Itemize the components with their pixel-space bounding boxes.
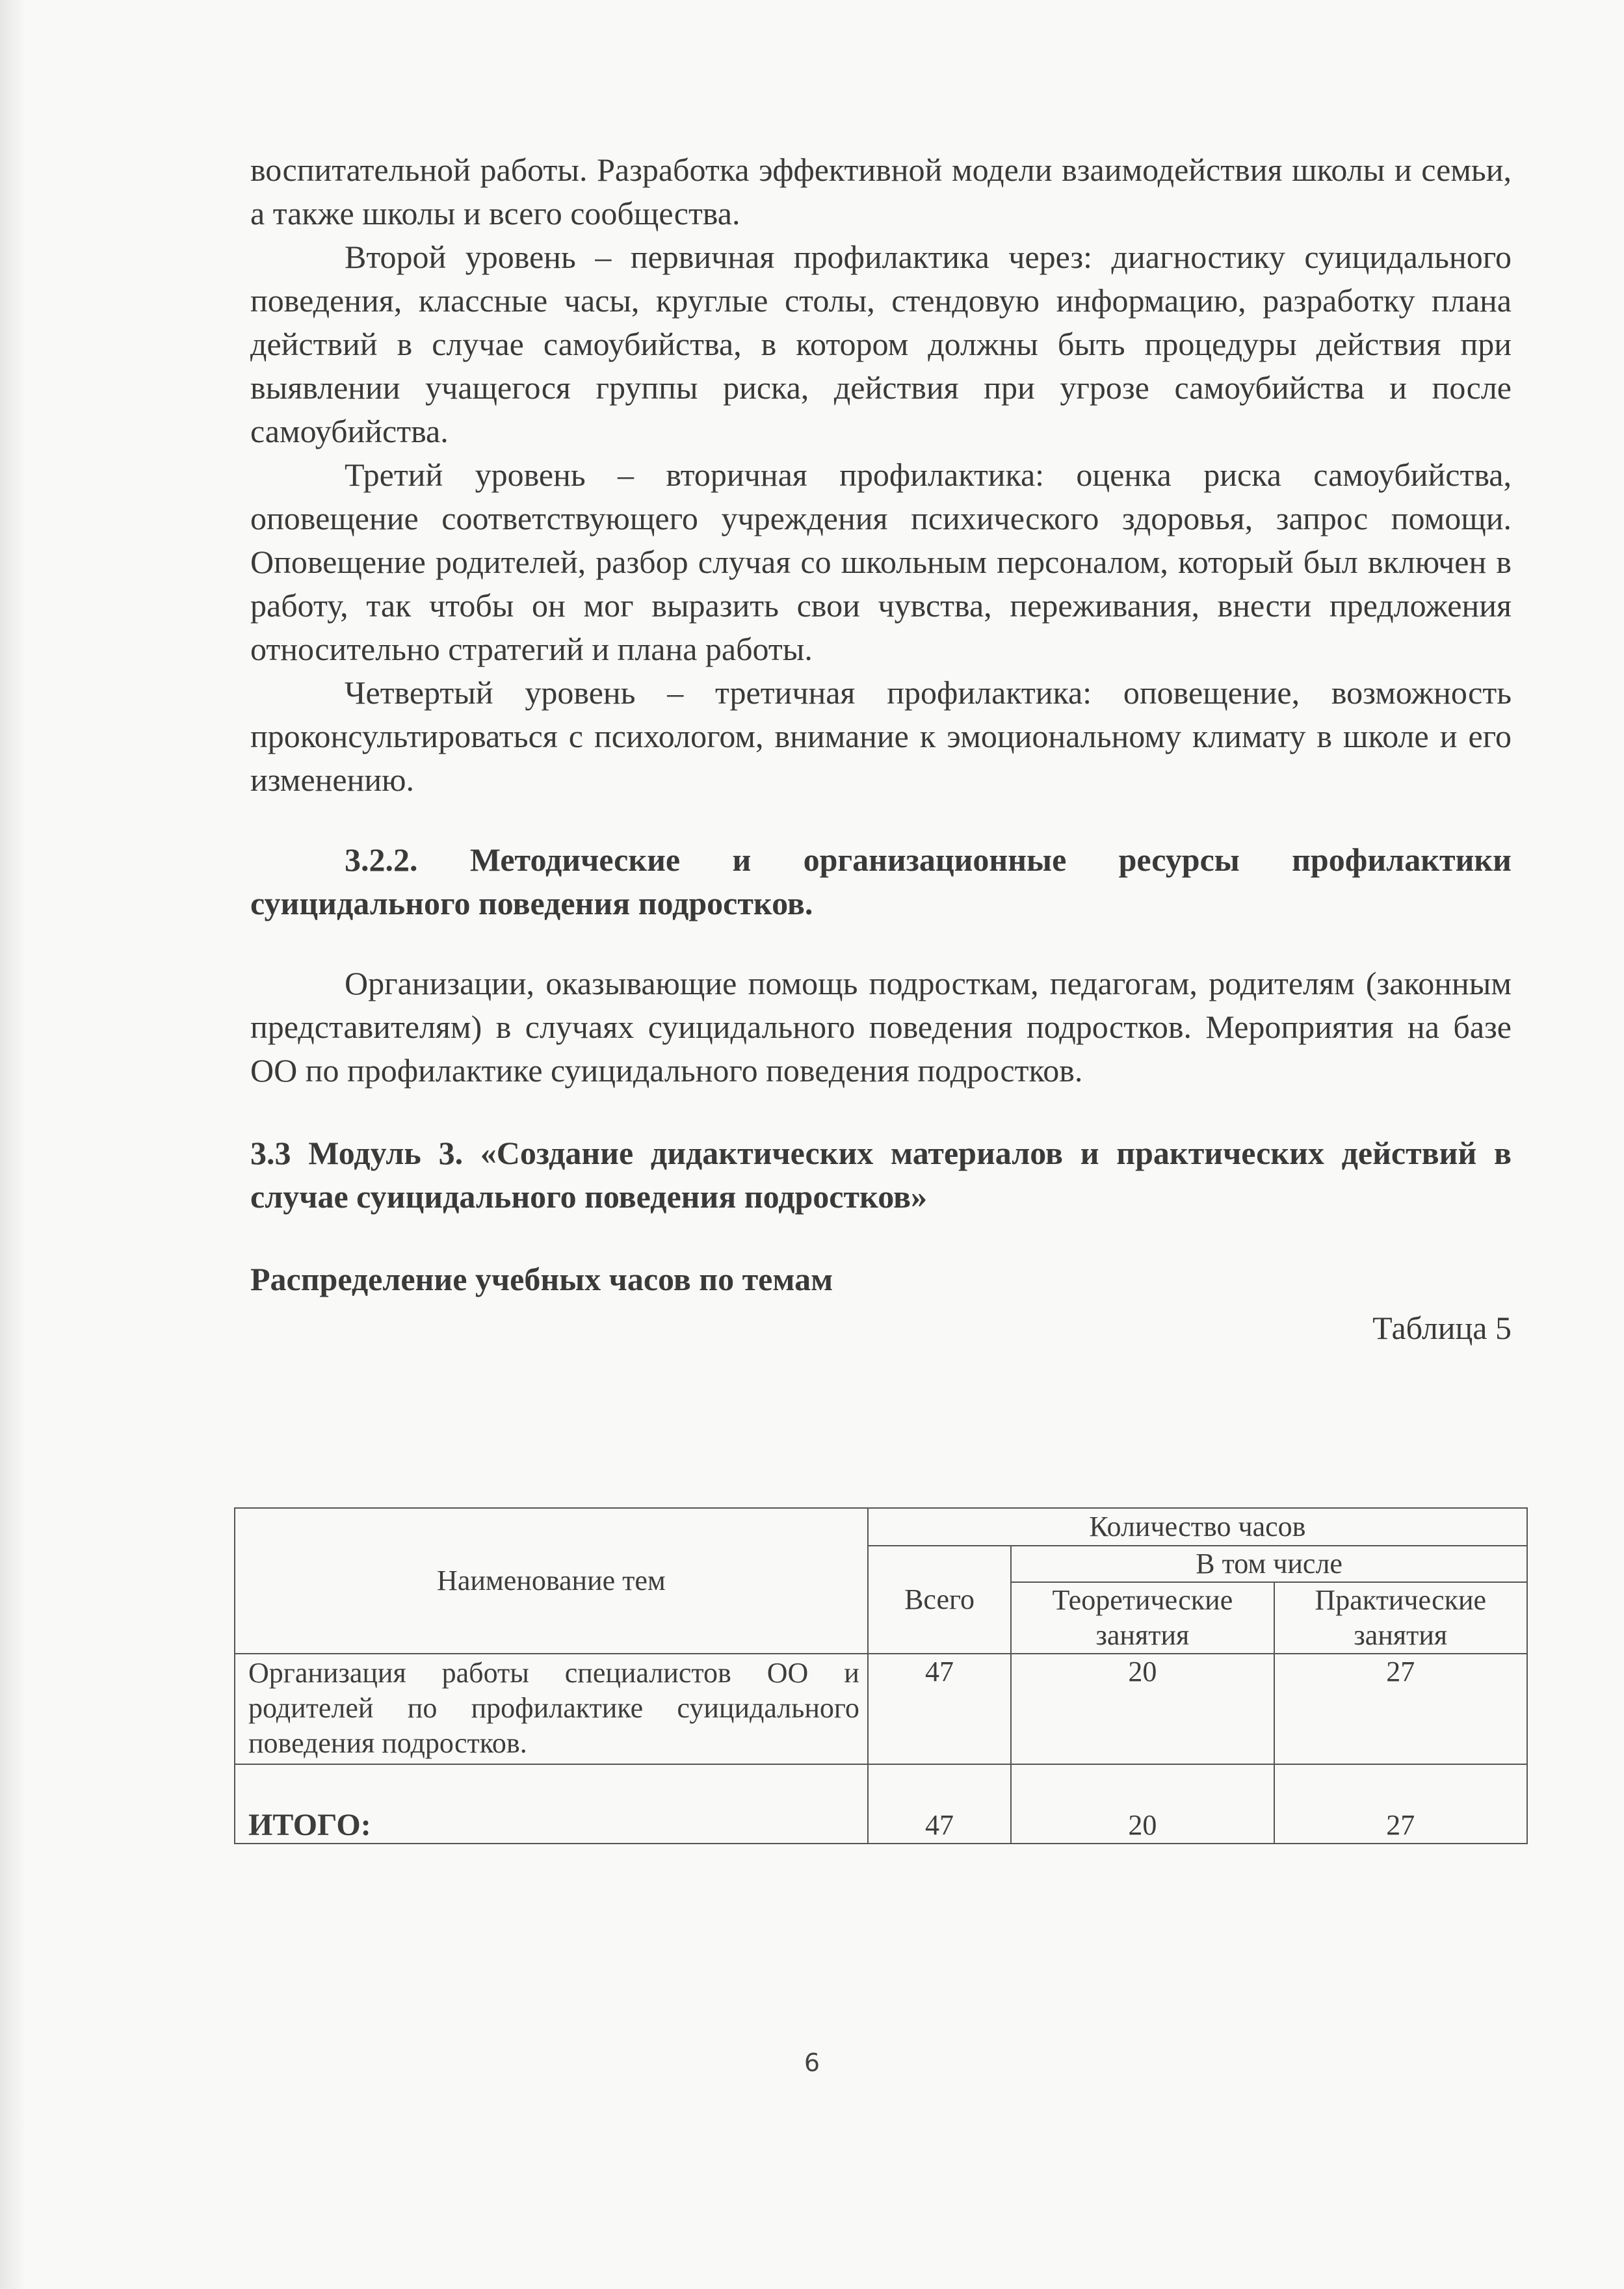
spacer: [250, 1092, 1512, 1131]
paragraph-continuation: воспитательной работы. Разработка эффективной модели взаимодействия школы и семьи, а также школы и всего сообщества.: [250, 152, 1512, 232]
row-topic: Организация работы специалистов ОО и родителей по профилактике суицидального поведения подростков.: [235, 1654, 868, 1764]
scan-edge-shadow: [0, 0, 26, 2289]
total-label: ИТОГО:: [235, 1764, 868, 1844]
paragraph-level-4: Четвертый уровень – третичная профилактика: оповещение, возможность проконсультироваться с психологом, внимание к эмоциональному климату в школе и его изменению.: [250, 674, 1512, 798]
hours-table: [234, 1507, 1528, 1844]
row-total: 47: [868, 1654, 1011, 1764]
row-theory: 20: [1011, 1654, 1274, 1764]
spacer: [250, 1219, 1512, 1258]
table-row: [235, 1654, 1527, 1764]
spacer: [250, 802, 1512, 838]
row-practice: 27: [1274, 1654, 1527, 1764]
paragraph-level-2: Второй уровень – первичная профилактика через: диагностику суицидального поведения, классные часы, круглые столы, стендовую информацию, разработку плана действий в случае самоубийства, в котором должны быть процедуры действия при выявлении учащегося группы риска, действия при угрозе самоубийства и после самоубийства.: [250, 239, 1512, 449]
header-practice: Практические занятия: [1274, 1582, 1527, 1654]
page-number: 6: [804, 2048, 820, 2077]
section-heading-3-2-2: 3.2.2. Методические и организационные ресурсы профилактики суицидального поведения подростков.: [250, 841, 1512, 921]
table-caption: Таблица 5: [1372, 1310, 1512, 1346]
table-total-row: [235, 1764, 1527, 1844]
paragraph-level-3: Третий уровень – вторичная профилактика: оценка риска самоубийства, оповещение соответствующего учреждения психического здоровья, запрос помощи. Оповещение родителей, разбор случая со школьным персоналом, который был включен в работу, так чтобы он мог выразить свои чувства, переживания, внести предложения относительно стратегий и плана работы.: [250, 456, 1512, 667]
section-heading-3-3: 3.3 Модуль 3. «Создание дидактических материалов и практических действий в случае суицидального поведения подростков»: [250, 1135, 1512, 1215]
table-header-row: [235, 1508, 1527, 1546]
total-practice: 27: [1274, 1764, 1527, 1844]
total-all: 47: [868, 1764, 1011, 1844]
header-hours: Количество часов: [868, 1508, 1527, 1546]
header-including: В том числе: [1011, 1546, 1527, 1582]
header-total: Всего: [868, 1546, 1011, 1654]
page-content: [250, 148, 1512, 1350]
header-theory: Теоретические занятия: [1011, 1582, 1274, 1654]
hours-distribution-heading: Распределение учебных часов по темам: [250, 1261, 833, 1297]
spacer: [250, 925, 1512, 962]
header-topic: Наименование тем: [235, 1508, 868, 1654]
section-3-2-2-body: Организации, оказывающие помощь подросткам, педагогам, родителям (законным представителям) в случаях суицидального поведения подростков. Мероприятия на базе ОО по профилактике суицидального поведения подростков.: [250, 965, 1512, 1089]
total-theory: 20: [1011, 1764, 1274, 1844]
